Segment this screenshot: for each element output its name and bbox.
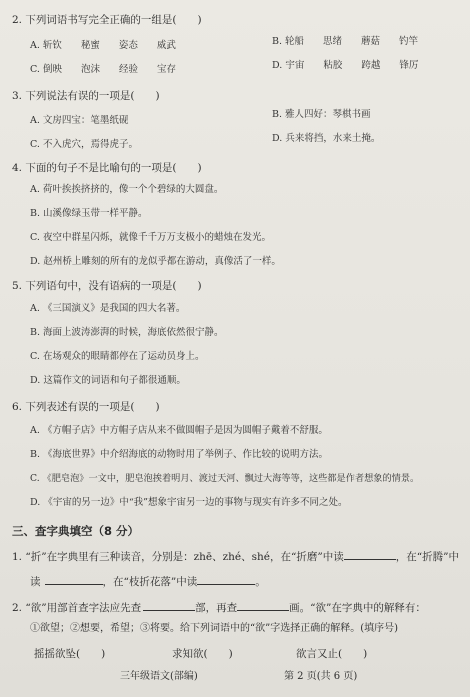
sec3-q1-text-c: 读: [30, 576, 41, 588]
sec3-q1-line1: [12, 548, 459, 564]
q4-option-c: C. 夜空中群星闪烁，就像千千万万支极小的蜡烛在发光。: [30, 232, 271, 243]
sec3-q1-text-a: 1. “折”在字典里有三种读音，分别是：zhē、zhé、shé，在“折磨”中读: [12, 551, 344, 563]
q5-option-c: C. 在场观众的眼睛都停在了运动员身上。: [30, 351, 205, 362]
sec3-q2-definitions: ①欲望；②想要，希望；③将要。给下列词语中的“欲”字选择正确的解释。(填序号): [30, 623, 399, 634]
q6-option-a: A. 《方帽子店》中方帽子店从来不做圆帽子是因为圆帽子戴着不舒服。: [30, 425, 328, 436]
sec3-q1-text-d: ，在“枝折花落”中读: [102, 576, 198, 588]
sec3-q2-blank-2[interactable]: [237, 599, 289, 611]
q4-option-b: B. 山溪像绿玉带一样平静。: [30, 208, 148, 219]
section-3-title: 三、查字典填空（8 分）: [12, 524, 140, 538]
sec3-q2-text-c: 画。“欲”在字典中的解释有：: [289, 602, 426, 614]
sec3-q1-text-e: 。: [255, 576, 266, 588]
sec3-q2-blank-1[interactable]: [143, 599, 195, 611]
q2-option-a: A. 斩钦 秘蜜 姿态 威武: [30, 40, 176, 51]
sec3-q1-blank-2[interactable]: [45, 573, 103, 585]
sec3-word-2: 求知欲( ): [172, 648, 233, 660]
sec3-word-1: 摇摇欲坠( ): [34, 648, 106, 660]
q6-option-d: D. 《宇宙的另一边》中“我”想象宇宙另一边的事物与现实有许多不同之处。: [30, 497, 348, 508]
q3-option-d: D. 兵来将挡，水来土掩。: [272, 133, 381, 144]
q4-stem: 4. 下面的句子不是比喻句的一项是( ): [12, 162, 202, 174]
sec3-q1-text-b: ，在“折腾”中: [395, 551, 459, 563]
sec3-word-3: 欲言又止( ): [296, 648, 368, 660]
q2-stem: 2. 下列词语书写完全正确的一组是( ): [12, 14, 202, 26]
sec3-q2-line1: [12, 599, 426, 615]
sec3-q2-text-a: 2. “欲”用部首查字法应先查: [12, 602, 142, 614]
footer-page-number: 第 2 页(共 6 页): [284, 671, 358, 682]
q3-option-a: A. 文房四宝：笔墨纸砚: [30, 115, 129, 126]
sec3-q2-text-b: 部，再查: [195, 602, 238, 614]
q5-stem: 5. 下列语句中，没有语病的一项是( ): [12, 280, 202, 292]
q5-option-b: B. 海面上波涛澎湃的时候，海底依然很宁静。: [30, 327, 224, 338]
q3-option-c: C. 不入虎穴，焉得虎子。: [30, 139, 138, 150]
q2-option-b: B. 轮船 思绪 蘑菇 钓竿: [272, 36, 419, 47]
q4-option-a: A. 荷叶挨挨挤挤的，像一个个碧绿的大圆盘。: [30, 184, 224, 195]
q6-stem: 6. 下列表述有误的一项是( ): [12, 401, 160, 413]
sec3-q1-blank-3[interactable]: [197, 573, 255, 585]
q2-option-c: C. 倒映 泡沫 经验 宝存: [30, 64, 176, 75]
q5-option-d: D. 这篇作文的词语和句子都很通顺。: [30, 375, 186, 386]
q3-stem: 3. 下列说法有误的一项是( ): [12, 90, 160, 102]
q6-option-b: B. 《海底世界》中介绍海底的动物时用了举例子、作比较的说明方法。: [30, 449, 329, 460]
q3-option-b: B. 雅人四好：琴棋书画: [272, 109, 371, 120]
q6-option-c: C. 《肥皂泡》一文中，肥皂泡挨着明月、渡过天河、飘过大海等等，这些都是作者想象的情景。: [30, 473, 420, 484]
footer-subject: 三年级语文(部编): [120, 671, 198, 682]
sec3-q1-blank-1[interactable]: [344, 548, 396, 560]
q4-option-d: D. 赵州桥上雕刻的所有的龙似乎都在游动，真像活了一样。: [30, 256, 281, 267]
q2-option-d: D. 宇宙 粘胶 跨越 锋厉: [272, 60, 419, 71]
sec3-q1-line2: [30, 573, 266, 589]
q5-option-a: A. 《三国演义》是我国的四大名著。: [30, 303, 186, 314]
